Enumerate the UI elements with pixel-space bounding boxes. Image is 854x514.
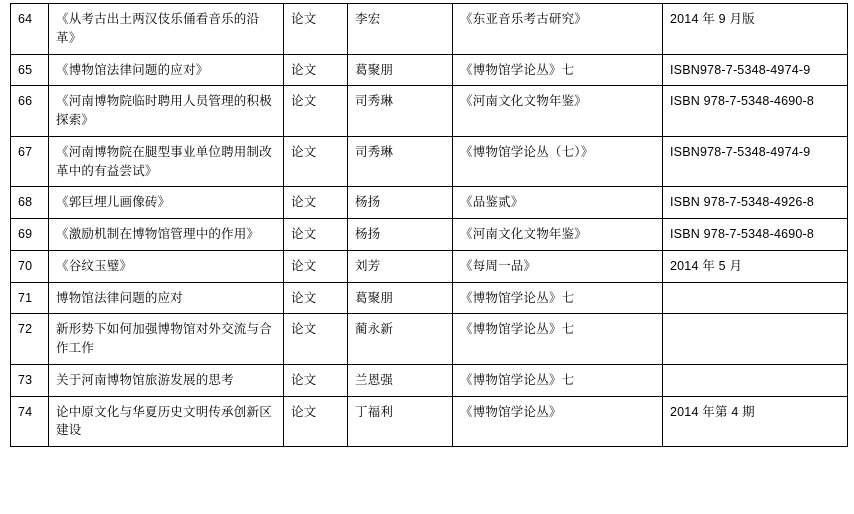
publications-table (10, 3, 848, 447)
cell-author: 李宏 (348, 4, 453, 55)
cell-type: 论文 (284, 4, 348, 55)
cell-publication: 2014 年第 4 期 (663, 396, 848, 447)
cell-number: 70 (11, 250, 49, 282)
cell-type: 论文 (284, 250, 348, 282)
table-row (11, 314, 848, 365)
cell-publication: ISBN978-7-5348-4974-9 (663, 54, 848, 86)
cell-title: 《河南博物院在腿型事业单位聘用制改革中的有益尝试》 (49, 136, 284, 187)
cell-publication (663, 282, 848, 314)
cell-publication (663, 314, 848, 365)
cell-publication: 2014 年 9 月版 (663, 4, 848, 55)
cell-number: 74 (11, 396, 49, 447)
cell-source: 《博物馆学论丛（七）》 (453, 136, 663, 187)
cell-author: 杨扬 (348, 187, 453, 219)
cell-title: 博物馆法律问题的应对 (49, 282, 284, 314)
cell-title: 《博物馆法律问题的应对》 (49, 54, 284, 86)
cell-publication: ISBN 978-7-5348-4926-8 (663, 187, 848, 219)
table-row (11, 4, 848, 55)
table-row (11, 250, 848, 282)
cell-source: 《博物馆学论丛》七 (453, 314, 663, 365)
cell-author: 葛聚朋 (348, 54, 453, 86)
cell-source: 《河南文化文物年鉴》 (453, 219, 663, 251)
cell-publication: ISBN 978-7-5348-4690-8 (663, 86, 848, 137)
cell-source: 《东亚音乐考古研究》 (453, 4, 663, 55)
cell-publication: 2014 年 5 月 (663, 250, 848, 282)
cell-author: 司秀琳 (348, 86, 453, 137)
cell-title: 《从考古出土两汉伎乐俑看音乐的沿革》 (49, 4, 284, 55)
cell-source: 《品鉴贰》 (453, 187, 663, 219)
document-page (0, 3, 854, 514)
cell-source: 《博物馆学论丛》七 (453, 282, 663, 314)
cell-type: 论文 (284, 187, 348, 219)
cell-number: 67 (11, 136, 49, 187)
cell-title: 《郭巨埋儿画像砖》 (49, 187, 284, 219)
cell-type: 论文 (284, 54, 348, 86)
cell-type: 论文 (284, 86, 348, 137)
cell-title: 论中原文化与华夏历史文明传承创新区建设 (49, 396, 284, 447)
cell-title: 关于河南博物馆旅游发展的思考 (49, 364, 284, 396)
cell-type: 论文 (284, 282, 348, 314)
cell-title: 《谷纹玉璧》 (49, 250, 284, 282)
cell-publication (663, 364, 848, 396)
table-row (11, 364, 848, 396)
cell-number: 65 (11, 54, 49, 86)
cell-title: 《河南博物院临时聘用人员管理的积极探索》 (49, 86, 284, 137)
cell-source: 《河南文化文物年鉴》 (453, 86, 663, 137)
cell-author: 杨扬 (348, 219, 453, 251)
cell-type: 论文 (284, 219, 348, 251)
cell-title: 《激励机制在博物馆管理中的作用》 (49, 219, 284, 251)
table-row (11, 86, 848, 137)
cell-number: 68 (11, 187, 49, 219)
cell-number: 66 (11, 86, 49, 137)
table-row (11, 396, 848, 447)
cell-publication: ISBN978-7-5348-4974-9 (663, 136, 848, 187)
cell-number: 64 (11, 4, 49, 55)
cell-source: 《博物馆学论丛》 (453, 396, 663, 447)
cell-publication: ISBN 978-7-5348-4690-8 (663, 219, 848, 251)
cell-source: 《博物馆学论丛》七 (453, 364, 663, 396)
cell-author: 葛聚朋 (348, 282, 453, 314)
table-row (11, 187, 848, 219)
cell-type: 论文 (284, 364, 348, 396)
cell-title: 新形势下如何加强博物馆对外交流与合作工作 (49, 314, 284, 365)
cell-number: 72 (11, 314, 49, 365)
cell-number: 73 (11, 364, 49, 396)
cell-type: 论文 (284, 314, 348, 365)
cell-author: 司秀琳 (348, 136, 453, 187)
cell-author: 蔺永新 (348, 314, 453, 365)
cell-number: 69 (11, 219, 49, 251)
cell-number: 71 (11, 282, 49, 314)
cell-author: 丁福利 (348, 396, 453, 447)
cell-source: 《每周一品》 (453, 250, 663, 282)
table-row (11, 136, 848, 187)
cell-author: 刘芳 (348, 250, 453, 282)
cell-author: 兰恩强 (348, 364, 453, 396)
cell-type: 论文 (284, 136, 348, 187)
cell-type: 论文 (284, 396, 348, 447)
table-row (11, 219, 848, 251)
table-body (11, 4, 848, 447)
table-row (11, 282, 848, 314)
table-row (11, 54, 848, 86)
cell-source: 《博物馆学论丛》七 (453, 54, 663, 86)
